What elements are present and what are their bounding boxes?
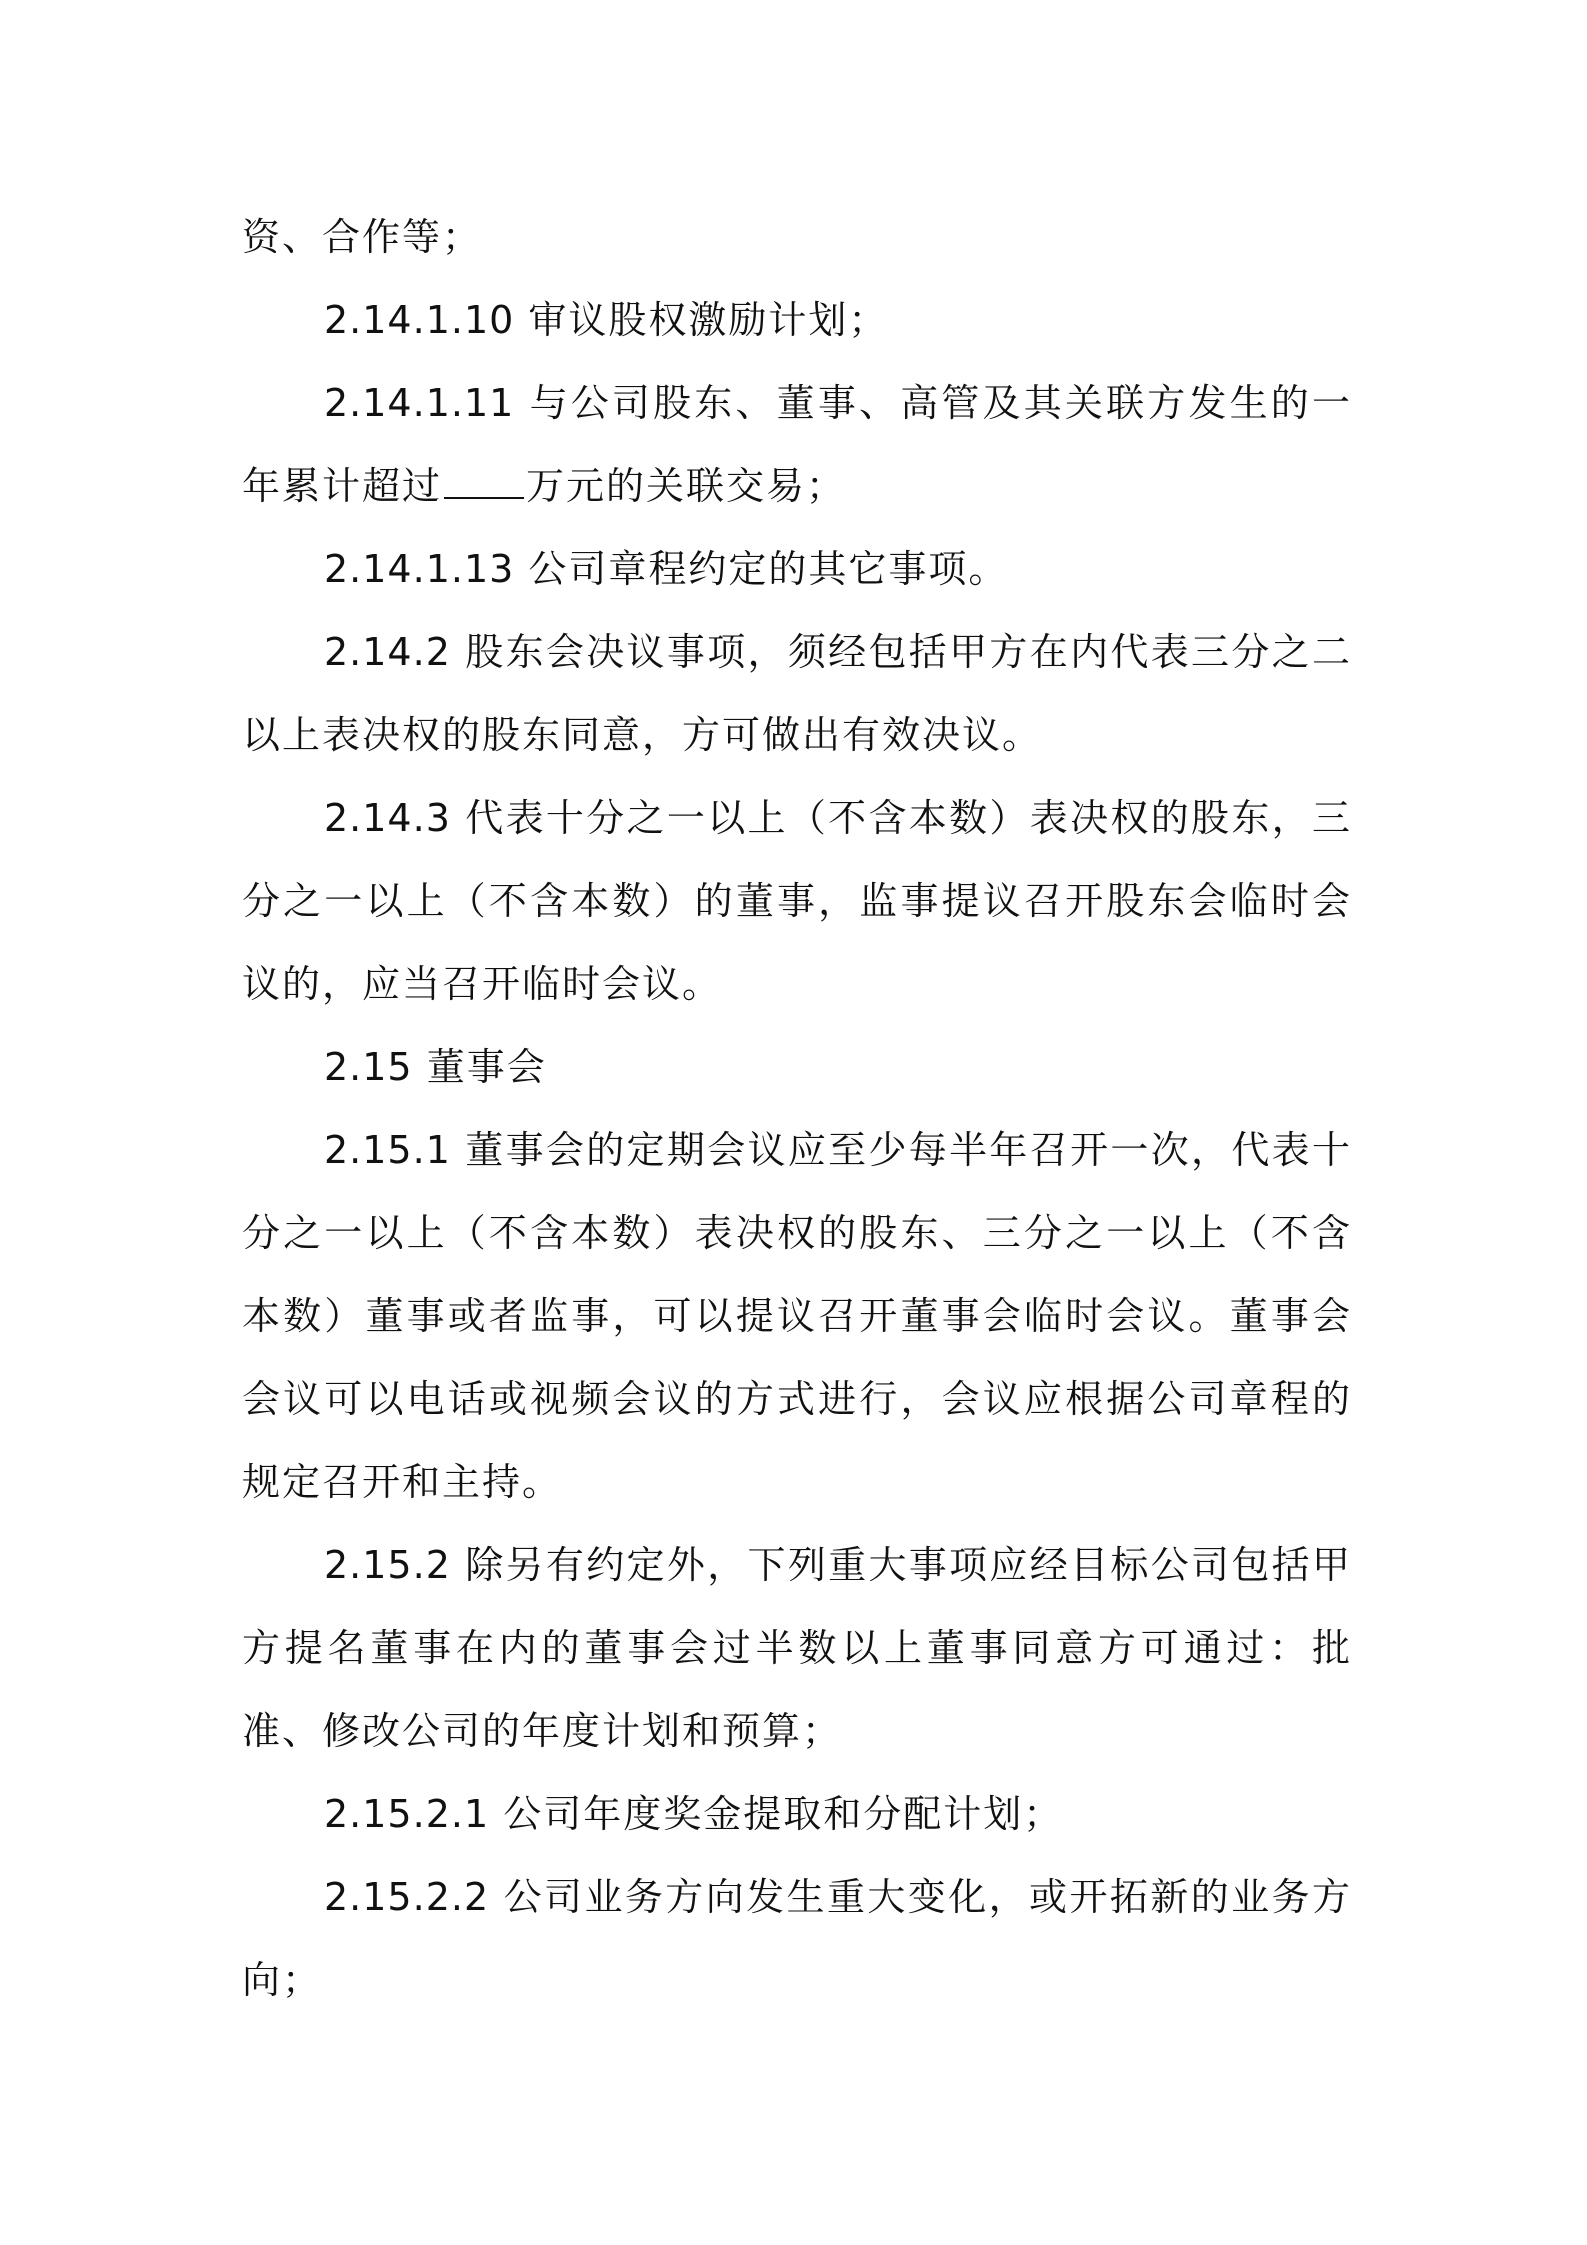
clause-number: 2.14.3 — [324, 796, 451, 840]
clause-number: 2.15.1 — [324, 1128, 451, 1172]
paragraph-text: 代表十分之一以上（不含本数）表决权的股东，三分之一以上（不含本数）的董事，监事提议召开股东会临时会议的，应当召开临时会议。 — [242, 796, 1352, 1006]
paragraph-text: 公司业务方向发生重大变化，或开拓新的业务方向； — [242, 1875, 1352, 2002]
paragraph-text: 股东会决议事项，须经包括甲方在内代表三分之二以上表决权的股东同意，方可做出有效决议。 — [242, 630, 1352, 757]
paragraph-2.14.1.10 — [242, 279, 1352, 362]
clause-number: 2.14.1.10 — [324, 298, 515, 342]
paragraph-2.14.2 — [242, 611, 1352, 777]
clause-number: 2.15.2.2 — [324, 1875, 490, 1919]
paragraph-text: 公司章程约定的其它事项。 — [528, 547, 1009, 591]
paragraph-1 — [242, 196, 1352, 279]
paragraph-text: 公司年度奖金提取和分配计划； — [503, 1792, 1064, 1836]
document-body — [242, 196, 1352, 2022]
clause-number: 2.15.2 — [324, 1543, 451, 1587]
paragraph-2.14.3 — [242, 777, 1352, 1026]
paragraph-text: 与公司股东、董事、高管及其关联方发生的一年累计超过 — [242, 381, 1352, 508]
heading-2.15 — [242, 1026, 1352, 1109]
clause-number: 2.14.1.13 — [324, 547, 515, 591]
clause-number: 2.14.1.11 — [324, 381, 515, 425]
paragraph-2.15.1 — [242, 1109, 1352, 1524]
paragraph-2.15.2.2 — [242, 1856, 1352, 2022]
section-heading: 董事会 — [426, 1045, 547, 1089]
paragraph-2.14.1.13 — [242, 528, 1352, 611]
clause-number: 2.15.2.1 — [324, 1792, 490, 1836]
clause-number: 2.14.2 — [324, 630, 451, 674]
amount-blank-line — [444, 467, 524, 499]
paragraph-text: 除另有约定外，下列重大事项应经目标公司包括甲方提名董事在内的董事会过半数以上董事同意方可通过：批准、修改公司的年度计划和预算； — [242, 1543, 1352, 1753]
paragraph-2.14.1.11 — [242, 362, 1352, 528]
paragraph-2.15.2.1 — [242, 1773, 1352, 1856]
paragraph-text: 审议股权激励计划； — [528, 298, 889, 342]
paragraph-2.15.2 — [242, 1524, 1352, 1773]
paragraph-text: 董事会的定期会议应至少每半年召开一次，代表十分之一以上（不含本数）表决权的股东、三分之一以上（不含本数）董事或者监事，可以提议召开董事会临时会议。董事会会议可以电话或视频会议的方式进行，会议应根据公司章程的规定召开和主持。 — [242, 1128, 1352, 1504]
paragraph-text: 资、合作等； — [242, 215, 483, 259]
paragraph-text-after: 万元的关联交易； — [526, 464, 847, 508]
clause-number: 2.15 — [324, 1045, 413, 1089]
